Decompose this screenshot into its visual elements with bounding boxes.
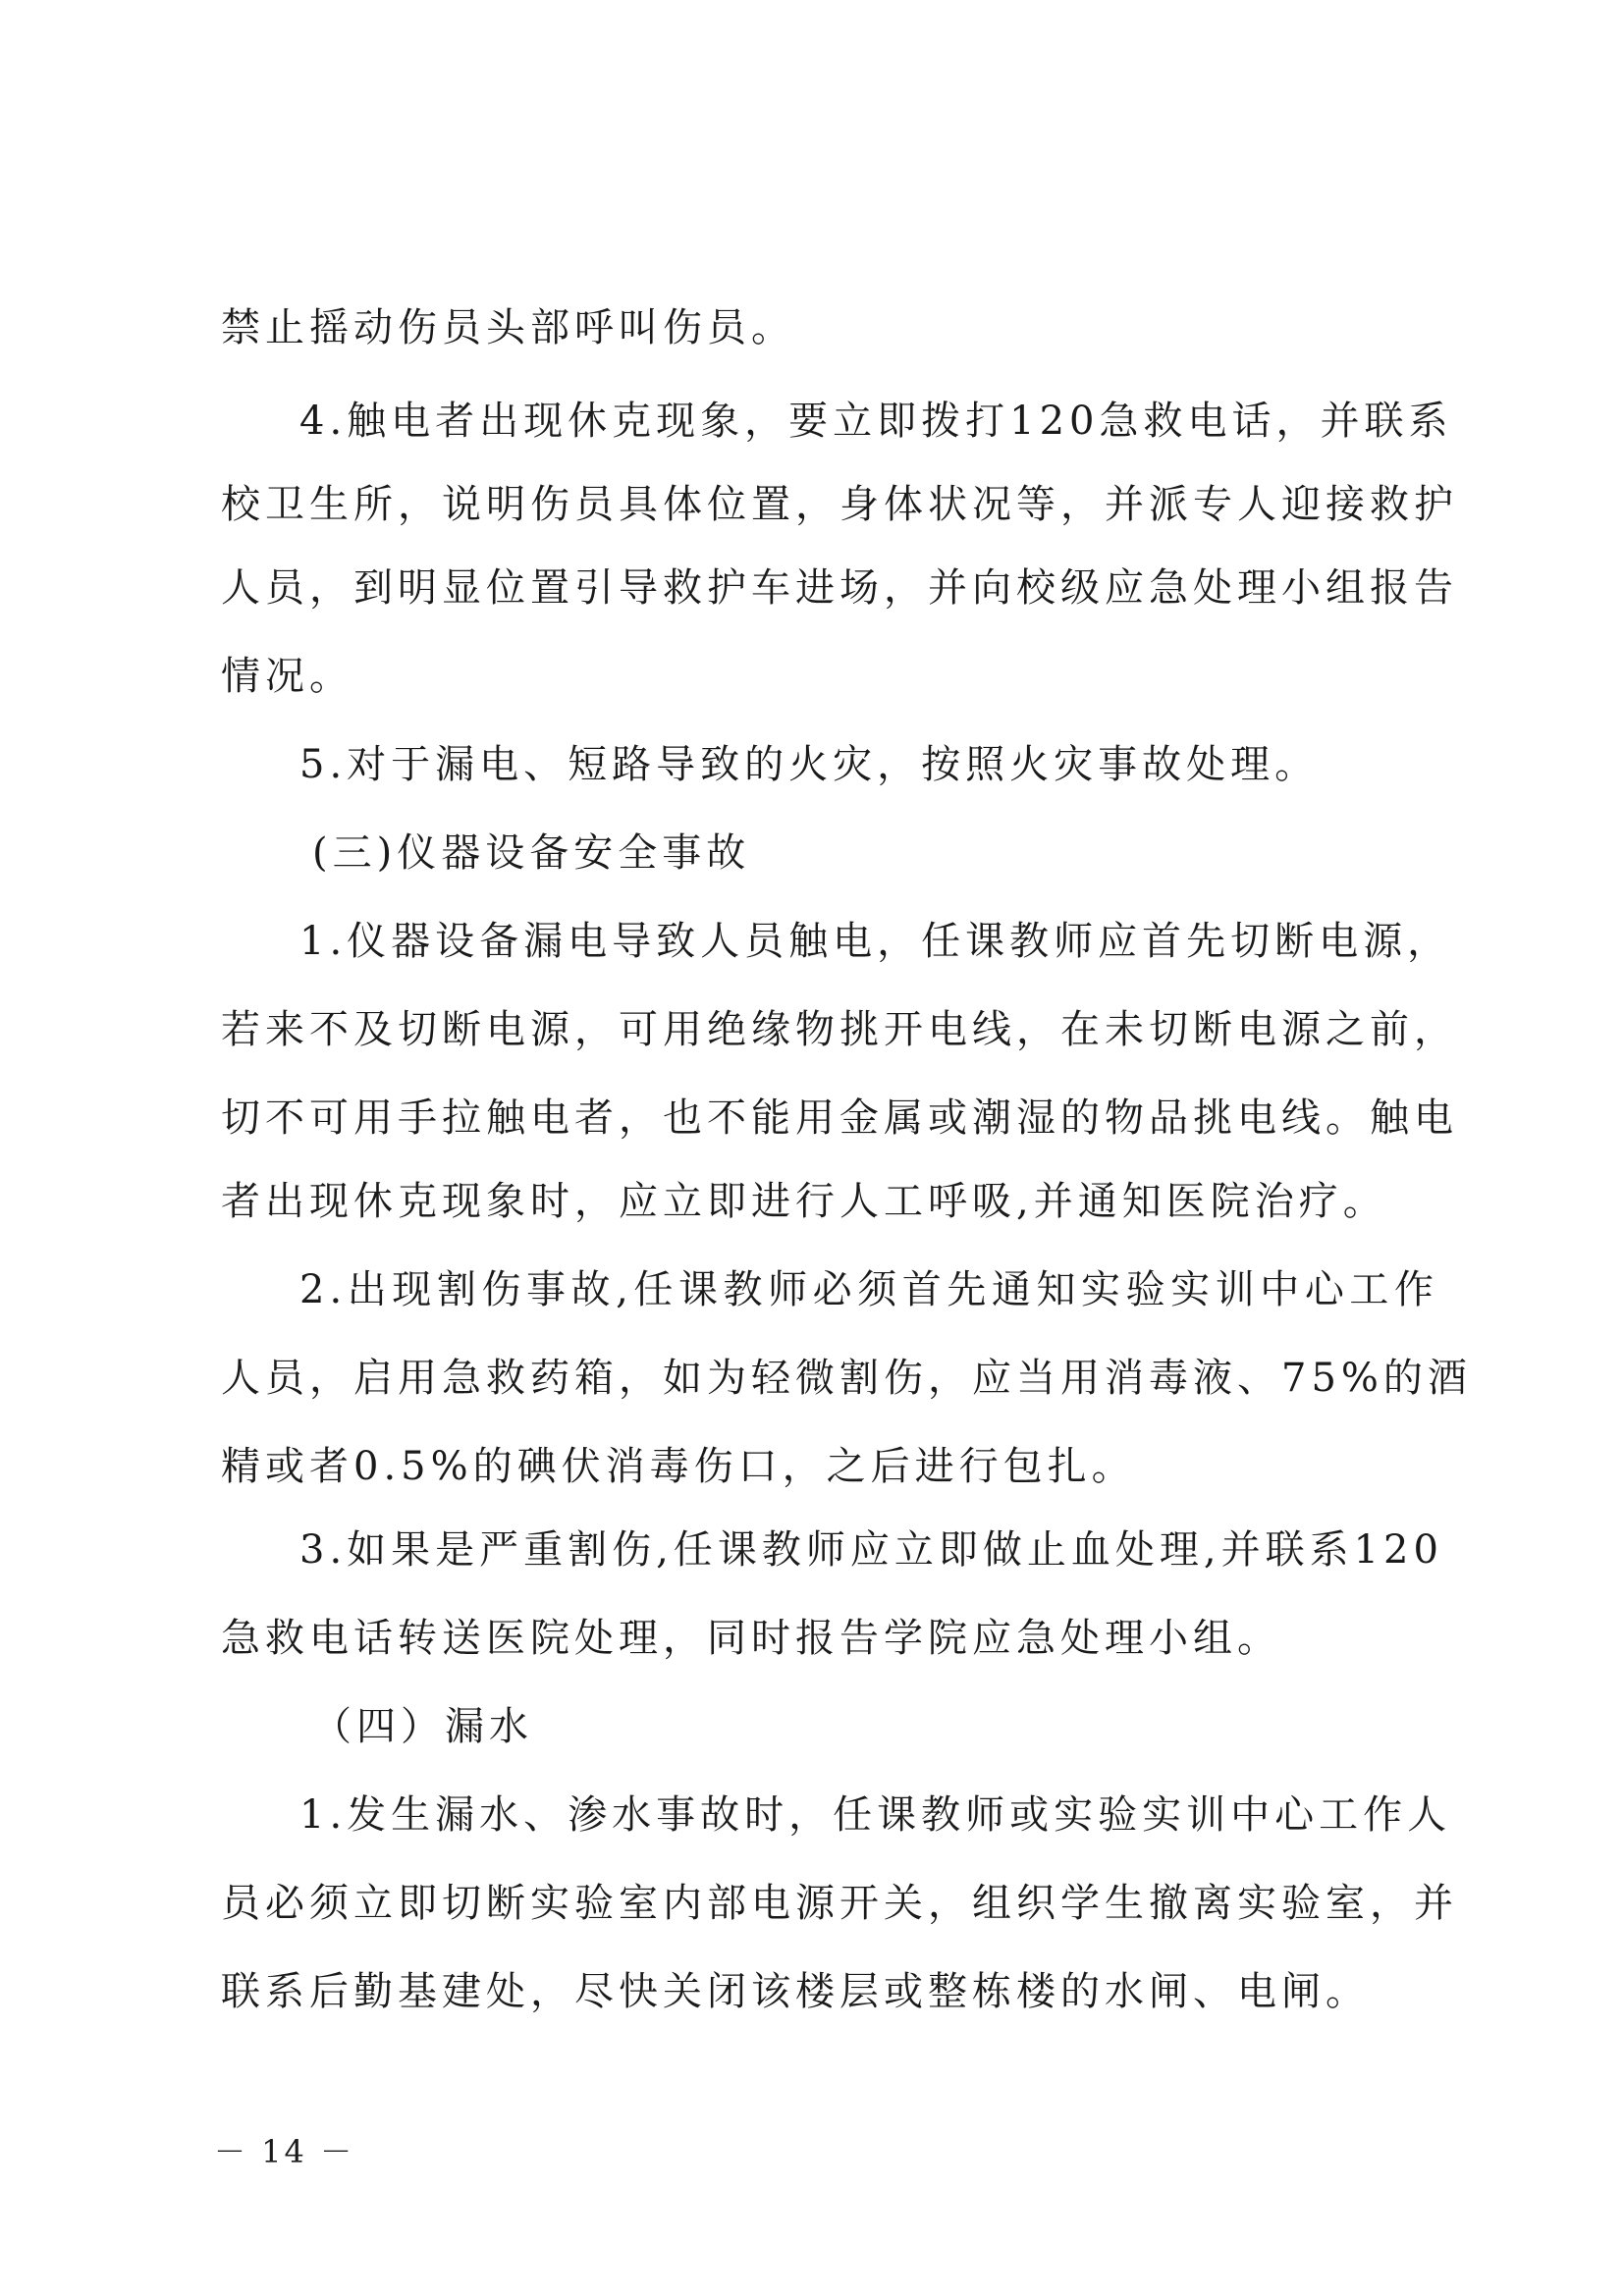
paragraph-line: 校卫生所，说明伤员具体位置，身体状况等，并派专人迎接救护 [221, 482, 1458, 527]
paragraph-line: 联系后勤基建处，尽快关闭该楼层或整栋楼的水闸、电闸。 [221, 1969, 1370, 2014]
section-heading: （四）漏水 [312, 1704, 533, 1749]
paragraph-line: 1.发生漏水、渗水事故时，任课教师或实验实训中心工作人 [299, 1792, 1452, 1838]
paragraph-line: 1.仪器设备漏电导致人员触电，任课教师应首先切断电源， [299, 919, 1452, 964]
paragraph-line: 5.对于漏电、短路导致的火灾，按照火灾事故处理。 [299, 742, 1320, 787]
paragraph-line: 禁止摇动伤员头部呼叫伤员。 [221, 305, 795, 350]
paragraph-line: 切不可用手拉触电者，也不能用金属或潮湿的物品挑电线。触电 [221, 1095, 1458, 1141]
page-number: － 14 － [214, 2133, 355, 2170]
paragraph-line: 4.触电者出现休克现象，要立即拨打120急救电话，并联系 [299, 399, 1453, 444]
paragraph-line: 员必须立即切断实验室内部电源开关，组织学生撤离实验室，并 [221, 1881, 1458, 1926]
paragraph-line: 者出现休克现象时，应立即进行人工呼吸,并通知医院治疗。 [221, 1179, 1387, 1224]
paragraph-line: 2.出现割伤事故,任课教师必须首先通知实验实训中心工作 [299, 1267, 1438, 1312]
paragraph-line: 情况。 [221, 654, 353, 699]
section-heading: (三)仪器设备安全事故 [312, 830, 751, 876]
paragraph-line: 人员，启用急救药箱，如为轻微割伤，应当用消毒液、75%的酒 [221, 1356, 1472, 1401]
paragraph-line: 若来不及切断电源，可用绝缘物挑开电线，在未切断电源之前， [221, 1007, 1458, 1052]
paragraph-line: 急救电话转送医院处理，同时报告学院应急处理小组。 [221, 1616, 1281, 1661]
paragraph-line: 3.如果是严重割伤,任课教师应立即做止血处理,并联系120 [299, 1527, 1443, 1573]
paragraph-line: 精或者0.5%的碘伏消毒伤口，之后进行包扎。 [221, 1444, 1136, 1489]
paragraph-line: 人员，到明显位置引导救护车进场，并向校级应急处理小组报告 [221, 565, 1458, 611]
